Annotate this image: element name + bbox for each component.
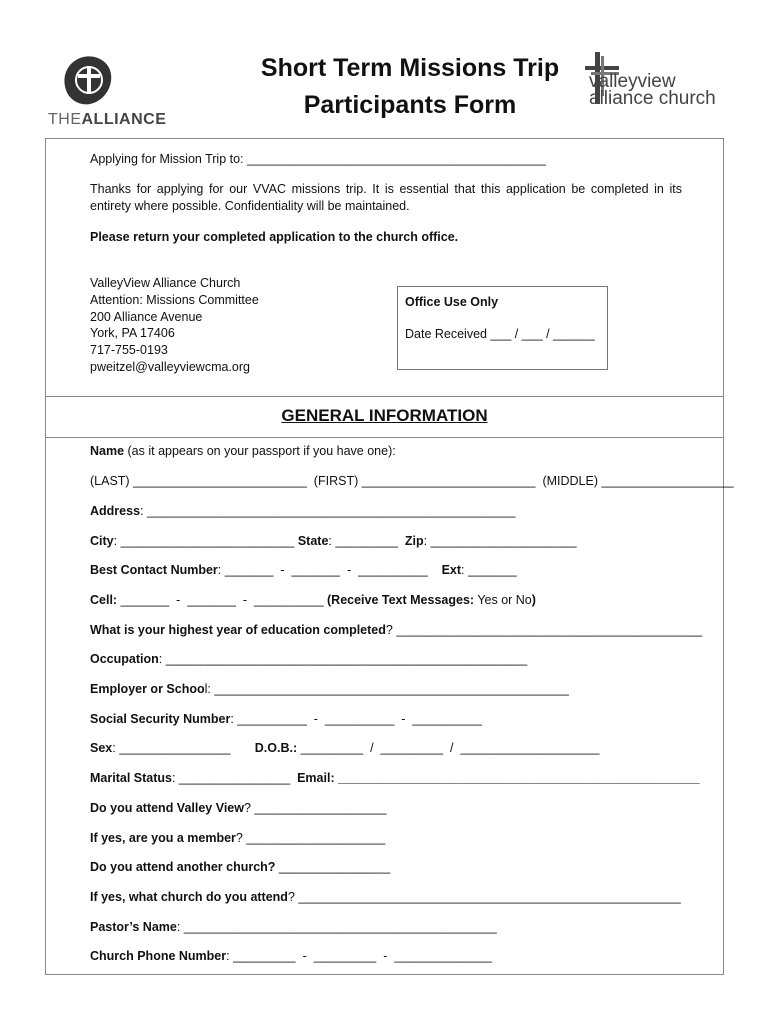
cell-blank[interactable]: _______ - _______ - __________ (117, 593, 327, 607)
sex-blank[interactable]: : ________________ (112, 741, 255, 755)
alliance-logo-text-bold: ALLIANCE (81, 111, 167, 128)
another-church-blank[interactable]: ________________ (275, 860, 391, 874)
member-row[interactable] (90, 830, 385, 846)
address-email: pweitzel@valleyviewcma.org (90, 359, 250, 374)
ssn-label: Social Security Number (90, 712, 231, 726)
state-label: State (297, 534, 329, 548)
occupation-label: Occupation (90, 652, 159, 666)
occupation-row[interactable] (90, 651, 527, 667)
return-note: Please return your completed application to the church office. (90, 230, 459, 244)
state-blank[interactable]: : _________ (328, 534, 405, 548)
receive-text-close: ) (531, 593, 536, 607)
address-line: York, PA 17406 (90, 326, 175, 341)
church-address-block (90, 275, 259, 376)
what-church-row[interactable] (90, 889, 681, 905)
what-church-label: If yes, what church do you attend (90, 890, 288, 904)
member-blank[interactable]: ? ____________________ (235, 831, 386, 845)
applying-trip-field[interactable]: Applying for Mission Trip to: ___________________________________________ (90, 152, 546, 166)
education-row[interactable] (90, 622, 702, 638)
city-label: City (90, 534, 114, 548)
address-line: 717-755-0193 (90, 343, 168, 358)
name-instructions (90, 443, 396, 459)
zip-label: Zip (404, 534, 424, 548)
best-contact-blank[interactable]: : _______ - _______ - __________ (217, 563, 442, 577)
name-fields[interactable]: (LAST) _________________________ (FIRST) _________________________ (MIDDLE) ___________________ (90, 474, 734, 488)
form-frame (45, 138, 724, 975)
pastor-row[interactable] (90, 919, 497, 935)
marital-label: Marital Status (90, 771, 172, 785)
city-blank[interactable]: : _________________________ (113, 534, 298, 548)
vv-logo-line1: valleyview (589, 71, 676, 92)
receive-text-options[interactable]: Yes or No (474, 593, 532, 607)
dob-blank[interactable]: _________ / _________ / ____________________ (297, 741, 600, 755)
address-label: Address (90, 504, 141, 518)
employer-row[interactable] (90, 681, 569, 697)
address-field[interactable] (90, 503, 515, 519)
another-church-row[interactable] (90, 859, 390, 875)
church-phone-row[interactable] (90, 948, 492, 964)
city-state-zip-row[interactable] (90, 533, 577, 549)
sex-dob-row[interactable] (90, 740, 599, 756)
employer-label: Employer or Schoo (90, 682, 205, 696)
address-line: Attention: Missions Committee (90, 292, 259, 307)
sex-label: Sex (90, 741, 113, 755)
church-phone-label: Church Phone Number (90, 949, 227, 963)
occupation-blank[interactable]: : ____________________________________________________ (158, 652, 528, 666)
form-title-line1: Short Term Missions Trip (260, 54, 560, 82)
valleyview-logo (585, 52, 725, 114)
zip-blank[interactable]: : _____________________ (423, 534, 577, 548)
employer-blank[interactable]: l: ___________________________________________________ (204, 682, 569, 696)
marital-blank[interactable]: : ________________ (171, 771, 298, 785)
name-note: (as it appears on your passport if you have one): (124, 444, 396, 458)
cross-icon (585, 52, 725, 114)
cell-row[interactable] (90, 592, 536, 608)
ssn-blank[interactable]: : __________ - __________ - __________ (230, 712, 482, 726)
date-received-field[interactable]: Date Received ___ / ___ / ______ (405, 327, 595, 341)
form-title-line2: Participants Form (303, 91, 517, 119)
address-blank[interactable]: : _____________________________________________________ (140, 504, 516, 518)
alliance-logo-text-thin: THE (48, 111, 82, 128)
education-label: What is your highest year of education completed (90, 623, 386, 637)
attend-vv-row[interactable] (90, 800, 387, 816)
attend-vv-blank[interactable]: ? ___________________ (244, 801, 387, 815)
pastor-label: Pastor’s Name (90, 920, 177, 934)
general-info-heading: GENERAL INFORMATION (281, 406, 488, 425)
email-field[interactable]: Email: ____________________________________________________ (297, 771, 700, 785)
pastor-blank[interactable]: : _____________________________________________ (176, 920, 497, 934)
name-label: Name (90, 444, 125, 458)
office-use-title: Office Use Only (405, 295, 499, 309)
best-contact-row[interactable] (90, 562, 517, 578)
another-church-label: Do you attend another church? (90, 860, 276, 874)
ssn-row[interactable] (90, 711, 482, 727)
vv-logo-line2: alliance church (589, 88, 716, 109)
cell-label: Cell: (90, 593, 118, 607)
ext-blank[interactable]: : _______ (461, 563, 517, 577)
marital-email-row[interactable] (90, 770, 700, 786)
best-contact-label: Best Contact Number (90, 563, 218, 577)
alliance-logo-text (48, 111, 166, 129)
address-line: 200 Alliance Avenue (90, 309, 203, 324)
attend-vv-label: Do you attend Valley View (90, 801, 244, 815)
dob-label: D.O.B.: (254, 741, 298, 755)
education-blank[interactable]: ? ____________________________________________ (385, 623, 703, 637)
church-phone-blank[interactable]: : _________ - _________ - ______________ (226, 949, 492, 963)
thanks-paragraph: Thanks for applying for our VVAC missions trip. It is essential that this application be completed in its entirety where possible. Confidentiality will be maintained. (90, 182, 682, 213)
what-church-blank[interactable]: ? _______________________________________________________ (287, 890, 681, 904)
member-label: If yes, are you a member (90, 831, 236, 845)
receive-text-label: (Receive Text Messages: (327, 593, 475, 607)
ext-label: Ext (441, 563, 462, 577)
address-line: ValleyView Alliance Church (90, 276, 241, 290)
